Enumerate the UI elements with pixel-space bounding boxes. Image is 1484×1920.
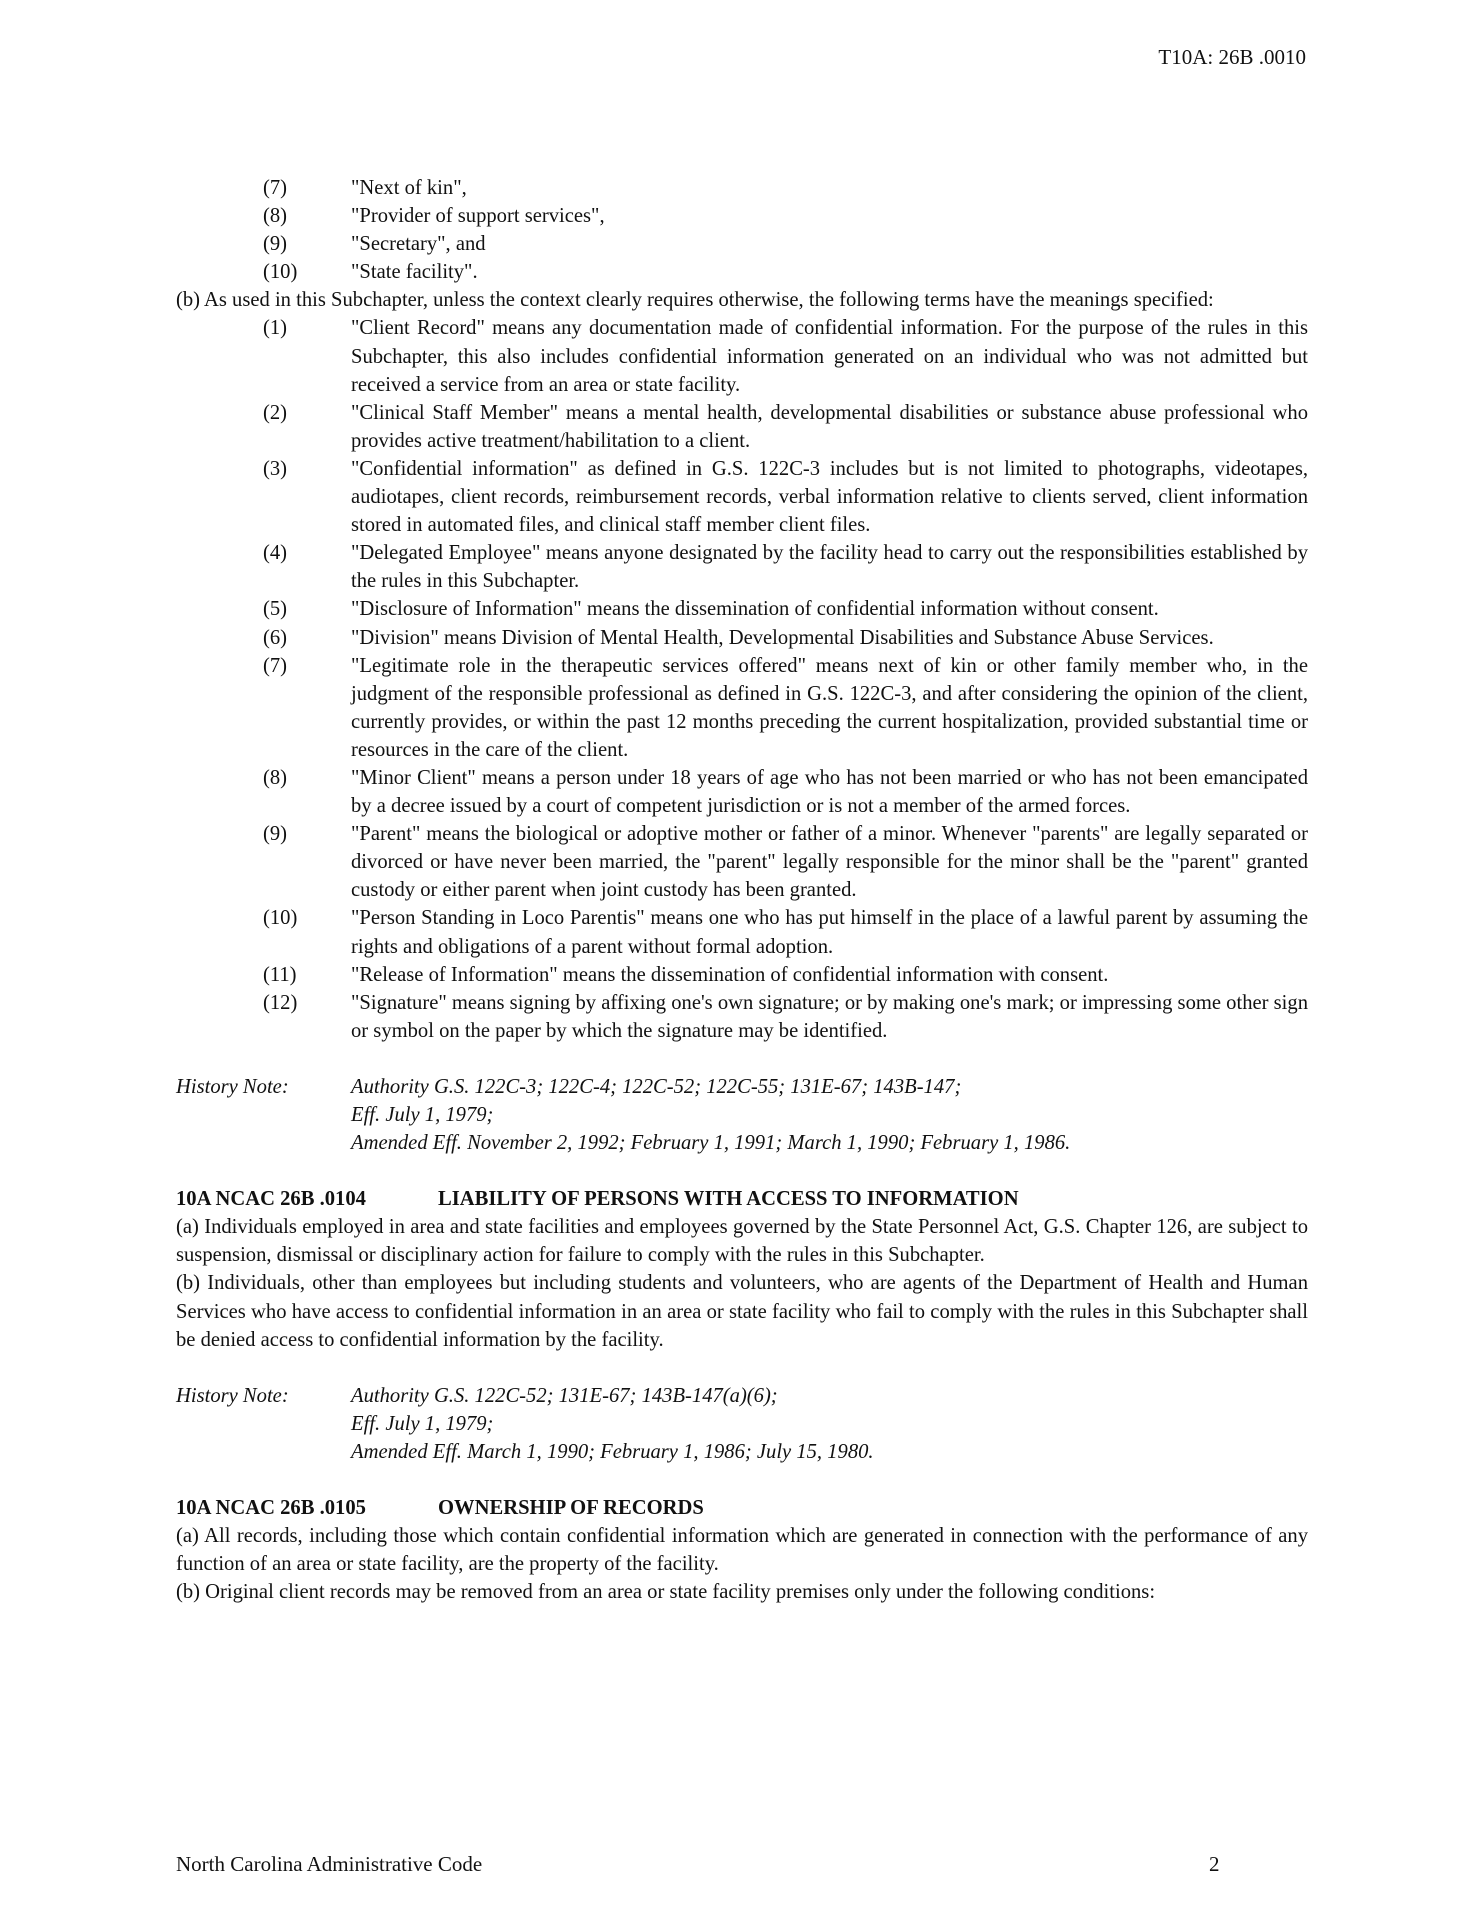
item-number: (3): [263, 457, 288, 480]
section-code: 10A NCAC 26B .0105: [176, 1497, 366, 1520]
section-title: LIABILITY OF PERSONS WITH ACCESS TO INFORMATION: [438, 1188, 1019, 1211]
section-0104-paragraph-a: (a) Individuals employed in area and state facilities and employees governed by the State Personnel Act, G.S. Chapter 126, are subject to suspension, dismissal or disciplinary action for failure to comply with the rules in this Subchapter.: [176, 1216, 1308, 1267]
section-heading-0105: [176, 1494, 1308, 1522]
section-0105-paragraph-b: (b) Original client records may be removed from an area or state facility premises only under the following conditions:: [176, 1581, 1156, 1604]
footer-page-number: 2: [1209, 1852, 1220, 1876]
history-note-label: History Note:: [176, 1384, 289, 1407]
history-note-0103: [176, 1073, 1308, 1157]
item-text: "Minor Client" means a person under 18 years of age who has not been married or who has not been emancipated by a decree issued by a court of competent jurisdiction or is not a member of the armed forces.: [351, 766, 1308, 818]
history-note-0104: [176, 1382, 1308, 1466]
item-number: (1): [263, 317, 288, 340]
document-body: [176, 174, 1308, 1606]
item-number: (12): [263, 991, 298, 1014]
item-text: "Provider of support services",: [351, 205, 605, 228]
history-note-line: Eff. July 1, 1979;: [351, 1412, 494, 1435]
item-number: (8): [263, 766, 288, 789]
section-title: OWNERSHIP OF RECORDS: [438, 1497, 704, 1520]
item-number: (4): [263, 542, 288, 565]
list-item: [176, 174, 1308, 202]
paragraph-b-definitions-intro: (b) As used in this Subchapter, unless the context clearly requires otherwise, the following terms have the meanings specified:: [176, 289, 1214, 312]
list-item: [176, 399, 1308, 455]
section-0104-paragraph-b: (b) Individuals, other than employees but including students and volunteers, who are agents of the Department of Health and Human Services who have access to confidential information in an area or state facility who fail to comply with the rules in this Subchapter shall be denied access to confidential information by the facility.: [176, 1272, 1308, 1351]
history-note-line: Eff. July 1, 1979;: [351, 1104, 494, 1126]
item-number: (8): [263, 205, 288, 228]
item-text: "Legitimate role in the therapeutic services offered" means next of kin or other family member who, in the judgment of the responsible professional as defined in G.S. 122C-3, and after considering the opinion of the client, currently provides, or within the past 12 months preceding the current hospitalization, provided substantial time or resources in the care of the client.: [351, 654, 1308, 761]
item-text: "Parent" means the biological or adoptive mother or father of a minor. Whenever "parents" are legally separated or divorced or have never been married, the "parent" legally responsible for the minor shall be the "parent" granted custody or either parent when joint custody has been granted.: [351, 823, 1308, 902]
list-item: [176, 904, 1308, 960]
item-text: "Next of kin",: [351, 177, 467, 199]
item-text: "Client Record" means any documentation made of confidential information. For the purpose of the rules in this Subchapter, this also includes confidential information generated on an individual who was not admitted but received a service from an area or state facility.: [351, 317, 1308, 396]
list-item: [176, 202, 1308, 230]
item-number: (7): [263, 177, 288, 199]
history-note-line: Authority G.S. 122C-52; 131E-67; 143B-147(a)(6);: [351, 1384, 778, 1407]
item-number: (11): [263, 963, 297, 986]
history-note-line: Amended Eff. March 1, 1990; February 1, 1986; July 15, 1980.: [351, 1440, 874, 1463]
definitions-list-b: [176, 314, 1308, 1044]
item-text: "Release of Information" means the dissemination of confidential information with consent.: [351, 963, 1109, 986]
item-text: "Division" means Division of Mental Health, Developmental Disabilities and Substance Abuse Services.: [351, 626, 1214, 649]
history-note-line: Amended Eff. November 2, 1992; February 1, 1991; March 1, 1990; February 1, 1986.: [351, 1132, 1071, 1155]
item-number: (6): [263, 626, 288, 649]
item-number: (5): [263, 598, 288, 621]
section-0105-paragraph-a: (a) All records, including those which contain confidential information which are generated in connection with the performance of any function of an area or state facility, are the property of the facility.: [176, 1525, 1308, 1576]
list-item: [176, 539, 1308, 595]
item-text: "Signature" means signing by affixing one's own signature; or by making one's mark; or impressing some other sign or symbol on the paper by which the signature may be identified.: [351, 991, 1308, 1042]
item-text: "State facility".: [351, 261, 478, 284]
list-item: [176, 624, 1308, 652]
item-number: (10): [263, 907, 298, 930]
list-item: [176, 652, 1308, 764]
item-text: "Delegated Employee" means anyone designated by the facility head to carry out the responsibilities established by the rules in this Subchapter.: [351, 542, 1308, 593]
list-item: [176, 258, 1308, 286]
history-note-lines: [351, 1382, 874, 1466]
definitions-list-a-tail: [176, 174, 1308, 286]
list-item: [176, 595, 1308, 623]
item-number: (2): [263, 401, 288, 424]
section-heading-0104: [176, 1185, 1308, 1213]
history-note-lines: [351, 1073, 1070, 1157]
item-text: "Person Standing in Loco Parentis" means one who has put himself in the place of a lawful parent by assuming the rights and obligations of a parent without formal adoption.: [351, 907, 1308, 958]
item-number: (9): [263, 233, 288, 256]
item-text: "Confidential information" as defined in G.S. 122C-3 includes but is not limited to photographs, videotapes, audiotapes, client records, reimbursement records, verbal information relative to clients served, client information stored in automated files, and clinical staff member client files.: [351, 457, 1308, 537]
list-item: [176, 314, 1308, 398]
history-note-label: History Note:: [176, 1075, 289, 1098]
list-item: [176, 989, 1308, 1045]
item-text: "Secretary", and: [351, 233, 486, 256]
item-number: (10): [263, 261, 298, 284]
item-number: (9): [263, 823, 288, 846]
section-code: 10A NCAC 26B .0104: [176, 1188, 366, 1211]
history-note-line: Authority G.S. 122C-3; 122C-4; 122C-52; 122C-55; 131E-67; 143B-147;: [351, 1075, 962, 1098]
list-item: [176, 230, 1308, 258]
item-text: "Disclosure of Information" means the dissemination of confidential information without consent.: [351, 598, 1159, 621]
footer-source: North Carolina Administrative Code: [176, 1852, 483, 1876]
list-item: [176, 820, 1308, 904]
item-number: (7): [263, 654, 288, 677]
list-item: [176, 764, 1308, 820]
item-text: "Clinical Staff Member" means a mental health, developmental disabilities or substance abuse professional who provides active treatment/habilitation to a client.: [351, 401, 1308, 452]
list-item: [176, 961, 1308, 989]
list-item: [176, 455, 1308, 539]
header-doc-id: T10A: 26B .0010: [1158, 45, 1306, 69]
